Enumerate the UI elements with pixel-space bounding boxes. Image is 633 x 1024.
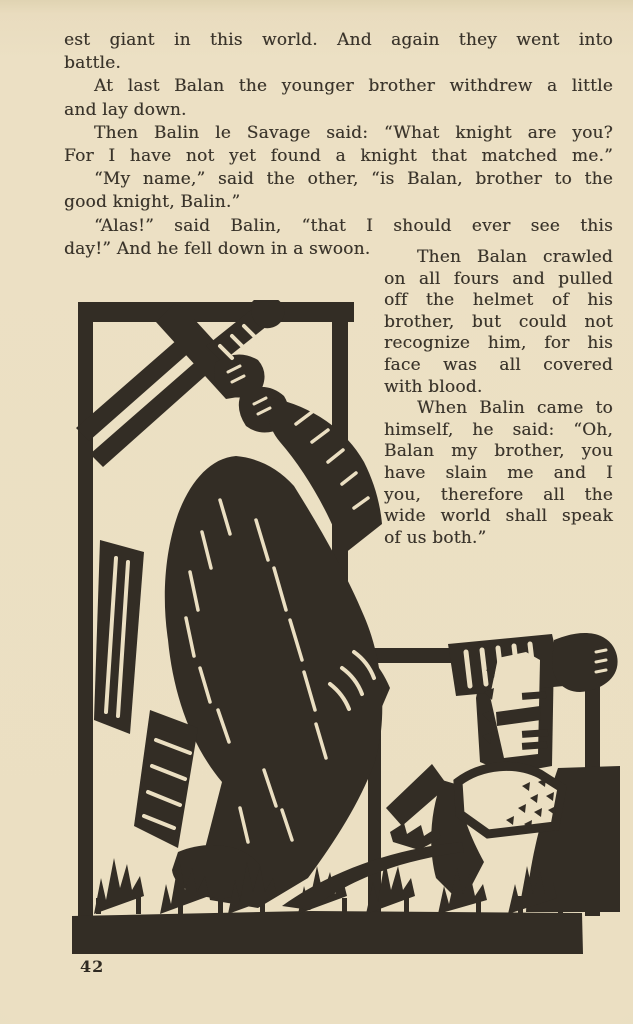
text-line: “My name,” said the other, “is Balan, brother to the (94, 169, 613, 190)
text-line: of us both.” (384, 527, 487, 548)
text-line: day!” And he fell down in a swoon. (64, 238, 371, 259)
text-line: face was all covered (384, 354, 613, 375)
text-line: “Alas!” said Balin, “that I should ever see this (94, 215, 613, 236)
text-line: you, therefore all the (384, 484, 613, 505)
top-text-block (64, 29, 613, 261)
text-line: Balan my brother, you (384, 441, 613, 462)
text-line: on all fours and pulled (384, 268, 613, 289)
woodcut-illustration (60, 300, 620, 960)
fallen-fist (552, 633, 618, 692)
text-line: and lay down. (64, 99, 187, 120)
text-line: brother, but could not (384, 311, 613, 332)
text-line: himself, he said: “Oh, (384, 419, 613, 440)
text-line: Then Balin le Savage said: “What knight are you? (94, 122, 613, 143)
knight-shin (134, 710, 198, 848)
frame-top-bar (78, 302, 354, 322)
text-line: wide world shall speak (384, 506, 613, 527)
page-number: 42 (80, 957, 105, 976)
text-line: Then Balan crawled (417, 247, 613, 267)
text-line: battle. (64, 53, 121, 74)
knight-duel-woodcut (60, 300, 620, 960)
text-line: have slain me and I (384, 462, 613, 483)
text-line: est giant in this world. And again they went into (64, 30, 613, 50)
text-line: off the helmet of his (384, 290, 613, 311)
text-line: When Balin came to (417, 398, 613, 419)
frame-left-bar (78, 302, 93, 936)
text-line: recognize him, for his (384, 333, 613, 354)
text-line: At last Balan the younger brother withdrew a little (94, 76, 613, 97)
text-line: good knight, Balin.” (64, 192, 241, 213)
ground-bar (72, 911, 583, 954)
fallen-shoulder (458, 766, 562, 834)
text-line: with blood. (384, 376, 483, 397)
text-line: For I have not yet found a knight that matched me.” (64, 146, 613, 167)
